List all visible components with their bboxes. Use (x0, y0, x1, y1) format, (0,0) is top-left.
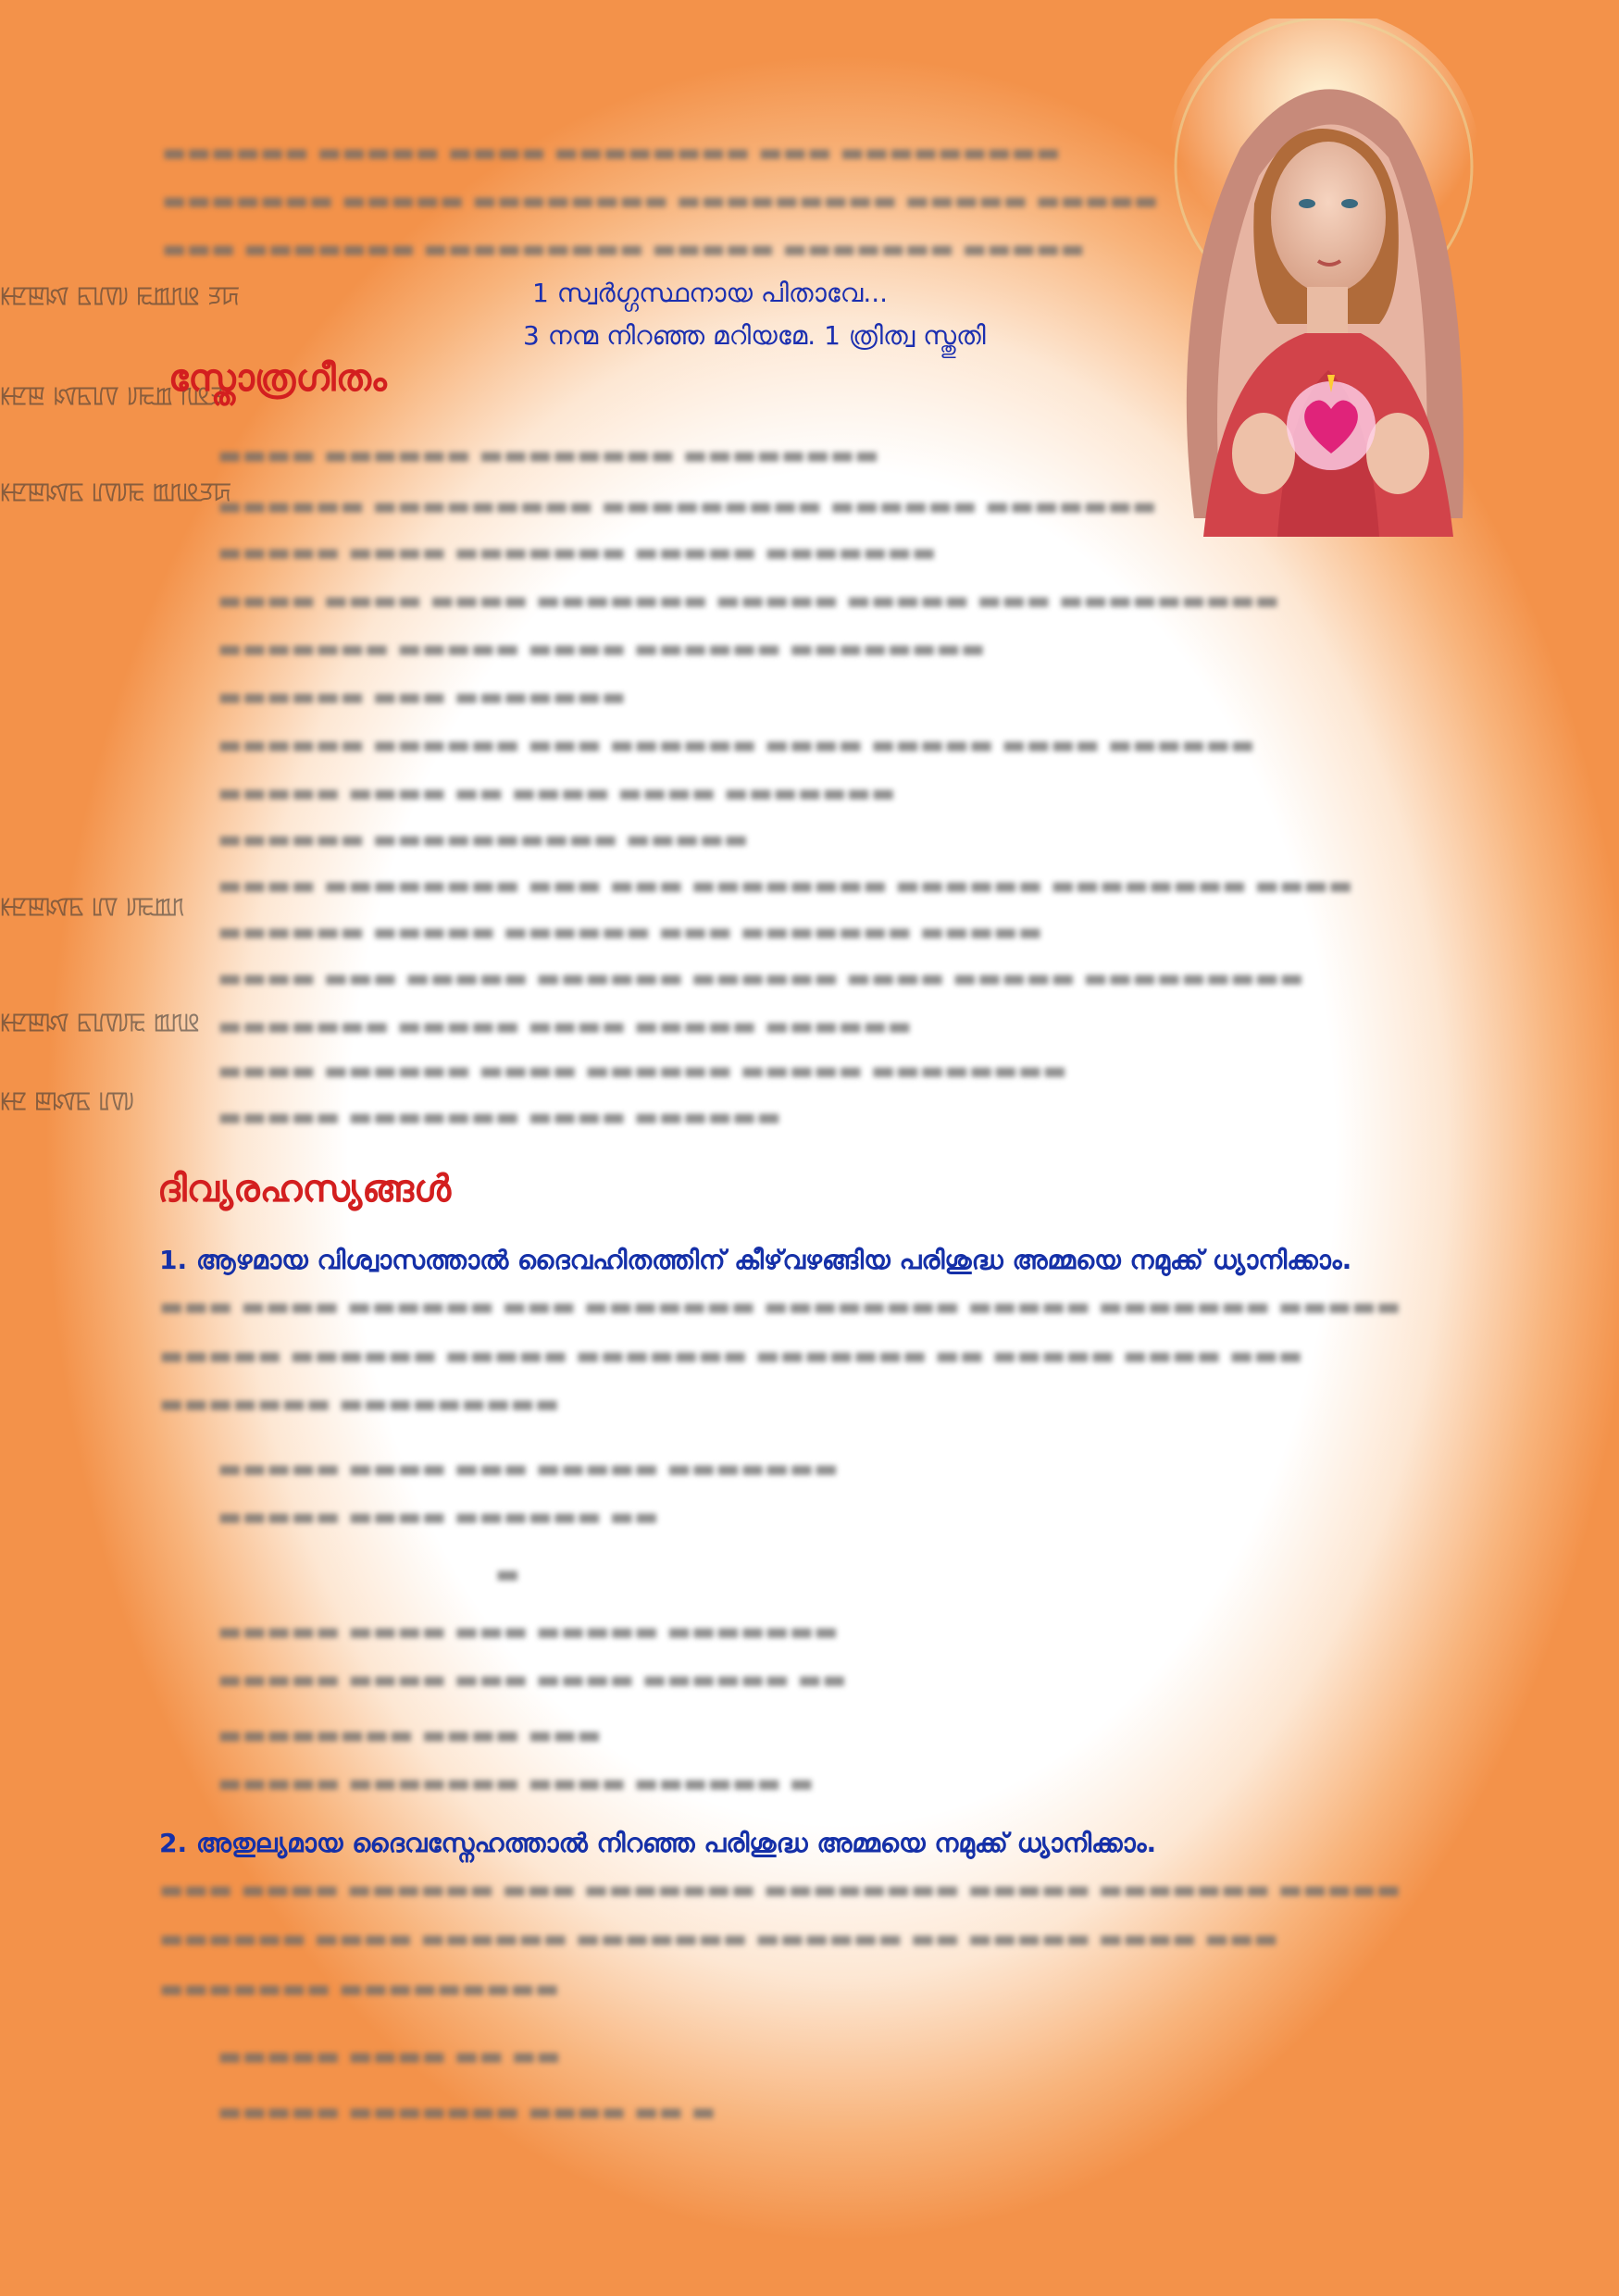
overprint-artifact: ꡡꡢꡣꡤꡥ ꡦꡧꡨꡩ ꡪꡫꡬꡭꡮ (0, 478, 232, 506)
blurred-text-line: ▬▬▬ ▬▬▬▬ ▬▬▬▬▬▬ ▬▬▬ ▬▬▬▬▬▬▬ ▬▬▬▬▬▬▬▬ ▬▬▬▬▬ ▬▬▬▬▬▬▬ ▬▬▬▬▬ (159, 1291, 1401, 1322)
overprint-artifact: ꡡꡢꡣꡤ ꡥꡦꡧꡨꡩ ꡪꡫꡬ (0, 1009, 201, 1036)
overprint-artifact: ꡡꡢꡣꡤꡥ ꡦꡧ ꡨꡩꡪꡫ (0, 893, 185, 921)
blurred-text-line: ▬▬▬▬▬▬▬ ▬▬▬▬▬ ▬▬▬▬ ▬▬▬▬▬ ▬▬▬▬▬▬ (218, 1011, 912, 1041)
blurred-text-line: ▬▬▬▬▬ ▬▬▬▬▬▬▬ ▬▬▬▬ ▬▬ ▬ (218, 2096, 716, 2127)
blurred-text-line: ▬▬▬▬ ▬▬▬▬▬▬▬▬ ▬▬▬ ▬▬▬ ▬▬▬▬▬▬▬▬ ▬▬▬▬▬▬ ▬▬▬▬▬▬▬▬ ▬▬▬▬ (218, 870, 1353, 900)
blurred-text-line: ▬▬▬▬▬ ▬▬▬▬ ▬▬ ▬▬ (218, 2041, 561, 2071)
blurred-text-line: ▬▬▬▬▬ ▬▬▬▬▬▬ ▬▬▬▬▬ ▬▬▬▬▬▬▬ ▬▬▬▬▬▬▬ ▬▬ ▬▬▬▬▬ ▬▬▬▬ ▬▬▬ (159, 1340, 1303, 1371)
blurred-text-line: ▬▬▬▬ ▬▬▬▬ ▬▬▬▬ ▬▬▬▬▬▬▬ ▬▬▬▬▬ ▬▬▬▬▬ ▬▬▬ ▬▬▬▬▬▬▬▬▬ (218, 585, 1279, 615)
mystery-title: 1. ആഴമായ വിശ്വാസത്താൽ ദൈവഹിതത്തിന് കീഴ്‌വഴങ്ങിയ പരിശുദ്ധ അമ്മയെ നമുക്ക് ധ്യാനിക്കാം. (159, 1245, 1352, 1275)
prayer-reference: 3 നന്മ നിറഞ്ഞ മറിയമേ. 1 ത്രിത്വ സ്തുതി (523, 320, 986, 351)
blurred-text-line: ▬▬▬▬▬ ▬▬▬▬ ▬▬▬▬▬▬▬ ▬▬▬▬▬ ▬▬▬▬▬▬▬ (218, 537, 937, 567)
blurred-text-line: ▬▬▬▬▬▬▬ ▬▬▬▬▬ ▬▬▬▬▬▬▬▬ ▬▬▬▬▬▬▬▬▬ ▬▬▬▬▬ ▬▬▬▬▬ (162, 185, 1159, 216)
blurred-text-line: ▬▬▬▬▬▬▬▬ ▬▬▬▬ ▬▬▬ (218, 1719, 602, 1750)
blurred-text-line: ▬▬▬▬▬▬ ▬▬▬▬▬▬▬▬▬ ▬▬▬▬▬▬▬▬▬ ▬▬▬▬▬▬ ▬▬▬▬▬▬▬ (218, 490, 1157, 521)
overprint-artifact: ꡡꡢ ꡣꡤꡥ ꡦꡧꡨ (0, 1087, 135, 1115)
section-heading: സ്തോത്രഗീതം (168, 357, 387, 400)
prayer-reference: 1 സ്വർഗ്ഗസ്ഥനായ പിതാവേ... (532, 278, 889, 308)
blurred-text-line: ▬▬▬▬▬ ▬▬▬▬ ▬▬ ▬▬▬▬ ▬▬▬▬ ▬▬▬▬▬▬▬ (218, 777, 896, 808)
overprint-artifact: ꡡꡢꡣꡤ ꡥꡦꡧꡨ ꡩꡪꡫꡬ ꡭꡮ (0, 282, 241, 310)
blurred-text-line: ▬ (495, 1558, 520, 1589)
blurred-text-line: ▬▬▬▬▬▬ ▬▬▬▬▬ ▬▬▬▬ ▬▬▬▬▬▬▬▬ ▬▬▬ ▬▬▬▬▬▬▬▬▬ (162, 137, 1061, 168)
blurred-text-line: ▬▬▬▬ ▬▬▬▬▬▬ ▬▬▬▬ ▬▬▬▬▬▬ ▬▬▬▬▬ ▬▬▬▬▬▬▬▬ (218, 1055, 1067, 1086)
blurred-text-line: ▬▬▬▬▬ ▬▬▬▬▬▬▬ ▬▬▬▬ ▬▬▬▬▬▬ ▬ (218, 1768, 815, 1798)
blurred-text-line: ▬▬▬▬▬▬ ▬▬▬▬▬▬▬▬▬▬ ▬▬▬▬▬ (218, 824, 749, 854)
blurred-text-line: ▬▬▬▬▬▬ ▬▬▬▬▬ ▬▬▬▬▬▬ ▬▬▬ ▬▬▬▬▬▬▬ ▬▬▬▬▬ (218, 916, 1043, 947)
section-heading: ദിവ്യരഹസ്യങ്ങൾ (157, 1168, 452, 1210)
blurred-text-line: ▬▬▬▬▬ ▬▬▬▬ ▬▬▬ ▬▬▬▬▬ ▬▬▬▬▬▬▬ (218, 1616, 839, 1646)
madonna-portrait (1092, 19, 1527, 537)
blurred-text-line: ▬▬▬▬▬▬ ▬▬▬ ▬▬▬▬▬▬▬ (218, 681, 627, 712)
blurred-text-line: ▬▬▬▬ ▬▬▬ ▬▬▬▬▬ ▬▬▬▬▬▬ ▬▬▬▬▬▬ ▬▬▬▬ ▬▬▬▬▬ ▬▬▬▬▬▬▬▬▬ (218, 962, 1304, 993)
mystery-title: 2. അതുല്യമായ ദൈവസ്നേഹത്താൽ നിറഞ്ഞ പരിശുദ്ധ അമ്മയെ നമുക്ക് ധ്യാനിക്കാം. (159, 1828, 1157, 1858)
blurred-text-line: ▬▬▬▬▬ ▬▬▬▬ ▬▬▬▬▬▬ ▬▬ (218, 1501, 659, 1532)
blurred-text-line: ▬▬▬▬▬▬▬ ▬▬▬▬▬▬▬▬▬ (159, 1388, 560, 1419)
blurred-text-line: ▬▬▬▬▬ ▬▬▬▬ ▬▬▬ ▬▬▬▬▬ ▬▬▬▬▬▬▬ (218, 1453, 839, 1483)
blurred-text-line: ▬▬▬▬▬▬ ▬▬▬▬▬▬ ▬▬▬ ▬▬▬▬▬▬ ▬▬▬▬ ▬▬▬▬▬ ▬▬▬▬ ▬▬▬▬▬▬ (218, 729, 1255, 760)
blurred-text-line: ▬▬▬▬▬ ▬▬▬▬ ▬▬▬ ▬▬▬▬ ▬▬▬▬▬▬ ▬▬ (218, 1664, 847, 1694)
blurred-text-line: ▬▬▬▬▬▬ ▬▬▬▬ ▬▬▬▬▬▬ ▬▬▬▬▬▬▬ ▬▬▬▬▬▬ ▬▬ ▬▬▬▬▬ ▬▬▬▬ ▬▬▬ (159, 1923, 1278, 1954)
blurred-text-line: ▬▬▬▬▬ ▬▬▬▬▬▬▬ ▬▬▬▬ ▬▬▬▬▬▬ (218, 1101, 781, 1132)
blurred-text-line: ▬▬▬▬ ▬▬▬▬▬▬ ▬▬▬▬▬▬▬▬ ▬▬▬▬▬▬▬▬ (218, 440, 879, 470)
blurred-text-line: ▬▬▬▬▬▬▬ ▬▬▬▬▬ ▬▬▬▬ ▬▬▬▬▬▬ ▬▬▬▬▬▬▬▬ (218, 633, 986, 664)
overprint-artifact: ꡡꡢꡣ ꡤꡥꡦꡧ ꡨꡩꡪ ꡫꡬꡭ (0, 382, 225, 410)
blurred-text-line: ▬▬▬ ▬▬▬▬▬▬▬ ▬▬▬▬▬▬▬▬▬ ▬▬▬▬▬ ▬▬▬▬▬▬▬ ▬▬▬▬▬ (162, 233, 1085, 264)
blurred-text-line: ▬▬▬ ▬▬▬▬ ▬▬▬▬▬▬ ▬▬▬ ▬▬▬▬▬▬▬ ▬▬▬▬▬▬▬▬ ▬▬▬▬▬ ▬▬▬▬▬▬▬ ▬▬▬▬▬ (159, 1874, 1401, 1905)
blurred-text-line: ▬▬▬▬▬▬▬ ▬▬▬▬▬▬▬▬▬ (159, 1973, 560, 2004)
